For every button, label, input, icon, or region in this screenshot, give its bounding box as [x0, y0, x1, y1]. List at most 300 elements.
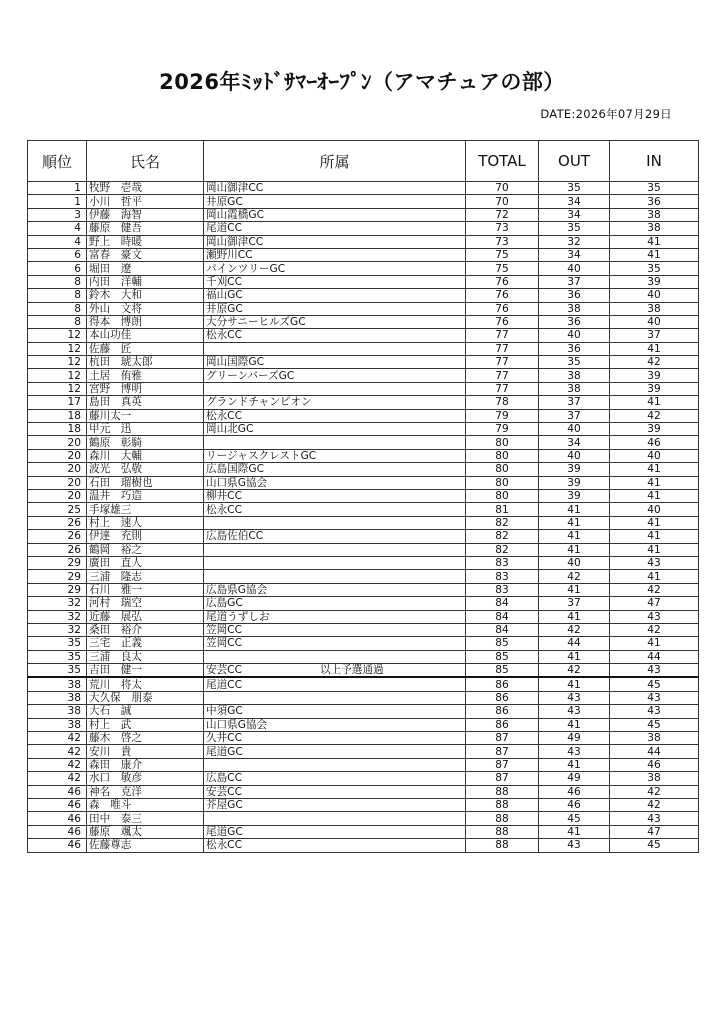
table-row: [28, 222, 699, 235]
name-cell: 甲元 迅: [87, 423, 204, 436]
total-cell: 88: [466, 798, 539, 811]
table-row: [28, 275, 699, 288]
total-cell: 76: [466, 302, 539, 315]
name-cell: 土居 侑雅: [87, 369, 204, 382]
out-cell: 37: [539, 597, 610, 610]
out-cell: 35: [539, 222, 610, 235]
out-cell: 32: [539, 235, 610, 248]
table-row: [28, 637, 699, 650]
total-cell: 77: [466, 329, 539, 342]
rank-cell: 20: [28, 436, 87, 449]
table-row: [28, 691, 699, 704]
table-row: [28, 302, 699, 315]
name-cell: 牧野 壱哉: [87, 182, 204, 195]
out-cell: 43: [539, 745, 610, 758]
name-cell: 小川 哲平: [87, 195, 204, 208]
name-cell: 手塚雄三: [87, 503, 204, 516]
rank-cell: 29: [28, 583, 87, 596]
club-cell: 井原GC: [204, 302, 466, 315]
club-cell: 柳井CC: [204, 489, 466, 502]
name-cell: 鶴原 彰騎: [87, 436, 204, 449]
name-cell: 藤木 啓之: [87, 732, 204, 745]
out-cell: 49: [539, 732, 610, 745]
rank-cell: 8: [28, 315, 87, 328]
rank-cell: 12: [28, 356, 87, 369]
total-cell: 84: [466, 610, 539, 623]
in-cell: 46: [610, 436, 699, 449]
total-cell: 81: [466, 503, 539, 516]
out-cell: 34: [539, 248, 610, 261]
name-cell: 三宅 正義: [87, 637, 204, 650]
out-cell: 42: [539, 623, 610, 636]
total-cell: 85: [466, 664, 539, 678]
name-cell: 三浦 隆志: [87, 570, 204, 583]
rank-cell: 20: [28, 449, 87, 462]
out-cell: 49: [539, 772, 610, 785]
total-cell: 77: [466, 369, 539, 382]
club-cell: グリーンバーズGC: [204, 369, 466, 382]
in-cell: 37: [610, 329, 699, 342]
name-cell: 大石 誠: [87, 705, 204, 718]
out-cell: 37: [539, 409, 610, 422]
in-cell: 38: [610, 222, 699, 235]
rank-cell: 35: [28, 650, 87, 663]
table-row: [28, 463, 699, 476]
out-cell: 40: [539, 423, 610, 436]
out-cell: 36: [539, 289, 610, 302]
table-row: [28, 610, 699, 623]
in-cell: 43: [610, 705, 699, 718]
club-cell: 松永CC: [204, 409, 466, 422]
name-cell: 藤川太一: [87, 409, 204, 422]
name-cell: 村上 速人: [87, 516, 204, 529]
in-cell: 41: [610, 396, 699, 409]
out-cell: 41: [539, 718, 610, 731]
name-cell: 田中 泰三: [87, 812, 204, 825]
rank-cell: 6: [28, 248, 87, 261]
club-cell: [204, 516, 466, 529]
total-cell: 80: [466, 476, 539, 489]
club-cell: 笠岡CC: [204, 623, 466, 636]
table-row: [28, 409, 699, 422]
total-cell: 76: [466, 315, 539, 328]
name-cell: 大久保 朋泰: [87, 691, 204, 704]
rank-cell: 38: [28, 718, 87, 731]
club-cell: 松永CC: [204, 329, 466, 342]
total-cell: 82: [466, 530, 539, 543]
club-cell: 広島佐伯CC: [204, 530, 466, 543]
rank-cell: 20: [28, 489, 87, 502]
total-cell: 77: [466, 382, 539, 395]
table-row: [28, 289, 699, 302]
club-cell: リージャスクレストGC: [204, 449, 466, 462]
name-cell: 安川 貴: [87, 745, 204, 758]
table-row: [28, 329, 699, 342]
rank-cell: 6: [28, 262, 87, 275]
in-cell: 45: [610, 839, 699, 852]
header-total: TOTAL: [466, 141, 539, 182]
in-cell: 43: [610, 691, 699, 704]
club-cell: 岡山北GC: [204, 423, 466, 436]
out-cell: 43: [539, 691, 610, 704]
out-cell: 44: [539, 637, 610, 650]
table-row: [28, 664, 699, 678]
page-title: 2026年ﾐｯﾄﾞｻﾏｰｵｰﾌﾟﾝ（アマチュアの部）: [159, 70, 565, 94]
rank-cell: 42: [28, 772, 87, 785]
name-cell: 堀田 遼: [87, 262, 204, 275]
club-cell: 尾道GC: [204, 745, 466, 758]
total-cell: 86: [466, 691, 539, 704]
name-cell: 石川 雅一: [87, 583, 204, 596]
out-cell: 46: [539, 785, 610, 798]
in-cell: 38: [610, 302, 699, 315]
rank-cell: 46: [28, 798, 87, 811]
club-cell: 尾道CC: [204, 677, 466, 691]
rank-cell: 46: [28, 839, 87, 852]
rank-cell: 1: [28, 182, 87, 195]
out-cell: 42: [539, 570, 610, 583]
rank-cell: 32: [28, 623, 87, 636]
in-cell: 35: [610, 182, 699, 195]
name-cell: 伊達 充則: [87, 530, 204, 543]
in-cell: 45: [610, 718, 699, 731]
header-club: 所属: [204, 141, 466, 182]
club-cell: 広島CC: [204, 772, 466, 785]
in-cell: 44: [610, 745, 699, 758]
club-cell: 広島国際GC: [204, 463, 466, 476]
table-row: [28, 745, 699, 758]
name-cell: 神名 克洋: [87, 785, 204, 798]
out-cell: 36: [539, 342, 610, 355]
rank-cell: 42: [28, 758, 87, 771]
table-row: [28, 195, 699, 208]
rank-cell: 8: [28, 289, 87, 302]
rank-cell: 38: [28, 705, 87, 718]
in-cell: 38: [610, 732, 699, 745]
out-cell: 34: [539, 208, 610, 221]
rank-cell: 35: [28, 664, 87, 678]
table-row: [28, 489, 699, 502]
table-row: [28, 705, 699, 718]
table-row: [28, 262, 699, 275]
name-cell: 得本 博朗: [87, 315, 204, 328]
out-cell: 45: [539, 812, 610, 825]
in-cell: 35: [610, 262, 699, 275]
club-cell: 山口県G協会: [204, 476, 466, 489]
rank-cell: 26: [28, 530, 87, 543]
total-cell: 76: [466, 289, 539, 302]
out-cell: 35: [539, 356, 610, 369]
club-text: 安芸CC: [206, 664, 242, 677]
out-cell: 39: [539, 463, 610, 476]
total-cell: 83: [466, 570, 539, 583]
in-cell: 40: [610, 503, 699, 516]
out-cell: 42: [539, 664, 610, 678]
name-cell: 杭田 琥太郎: [87, 356, 204, 369]
club-cell: [204, 436, 466, 449]
in-cell: 43: [610, 812, 699, 825]
out-cell: 43: [539, 705, 610, 718]
table-row: [28, 798, 699, 811]
rank-cell: 26: [28, 516, 87, 529]
out-cell: 38: [539, 302, 610, 315]
rank-cell: 26: [28, 543, 87, 556]
in-cell: 44: [610, 650, 699, 663]
in-cell: 41: [610, 637, 699, 650]
club-cell: [204, 650, 466, 663]
out-cell: 41: [539, 758, 610, 771]
in-cell: 36: [610, 195, 699, 208]
rank-cell: 46: [28, 812, 87, 825]
in-cell: 42: [610, 356, 699, 369]
total-cell: 85: [466, 650, 539, 663]
name-cell: 桑田 裕介: [87, 623, 204, 636]
rank-cell: 3: [28, 208, 87, 221]
club-cell: 千刈CC: [204, 275, 466, 288]
club-cell: 広島GC: [204, 597, 466, 610]
club-cell: 瀬野川CC: [204, 248, 466, 261]
name-cell: 吉田 健一: [87, 664, 204, 678]
name-cell: 温井 巧造: [87, 489, 204, 502]
table-row: [28, 382, 699, 395]
total-cell: 80: [466, 489, 539, 502]
table-row: [28, 369, 699, 382]
in-cell: 41: [610, 530, 699, 543]
total-cell: 88: [466, 812, 539, 825]
rank-cell: 8: [28, 275, 87, 288]
in-cell: 39: [610, 382, 699, 395]
table-row: [28, 182, 699, 195]
rank-cell: 18: [28, 423, 87, 436]
table-row: [28, 530, 699, 543]
total-cell: 84: [466, 597, 539, 610]
club-cell: 尾道CC: [204, 222, 466, 235]
in-cell: 38: [610, 208, 699, 221]
table-row: [28, 597, 699, 610]
results-table: [27, 140, 699, 853]
rank-cell: 25: [28, 503, 87, 516]
in-cell: 41: [610, 570, 699, 583]
rank-cell: 1: [28, 195, 87, 208]
table-row: [28, 423, 699, 436]
club-cell: 久井CC: [204, 732, 466, 745]
rank-cell: 12: [28, 382, 87, 395]
total-cell: 82: [466, 543, 539, 556]
table-row: [28, 812, 699, 825]
out-cell: 38: [539, 369, 610, 382]
rank-cell: 4: [28, 235, 87, 248]
name-cell: 外山 文将: [87, 302, 204, 315]
in-cell: 42: [610, 409, 699, 422]
club-cell: [204, 570, 466, 583]
rank-cell: 18: [28, 409, 87, 422]
club-cell: [204, 812, 466, 825]
name-cell: 荒川 将太: [87, 677, 204, 691]
in-cell: 40: [610, 289, 699, 302]
table-row: [28, 583, 699, 596]
rank-cell: 8: [28, 302, 87, 315]
header-row: [28, 141, 699, 182]
total-cell: 82: [466, 516, 539, 529]
total-cell: 87: [466, 772, 539, 785]
in-cell: 41: [610, 476, 699, 489]
club-cell: 岡山霞橋GC: [204, 208, 466, 221]
name-cell: 佐藤 匠: [87, 342, 204, 355]
rank-cell: 46: [28, 785, 87, 798]
rank-cell: 29: [28, 556, 87, 569]
table-row: [28, 785, 699, 798]
table-row: [28, 570, 699, 583]
rank-cell: 17: [28, 396, 87, 409]
in-cell: 42: [610, 798, 699, 811]
name-cell: 宮野 博明: [87, 382, 204, 395]
total-cell: 70: [466, 195, 539, 208]
out-cell: 36: [539, 315, 610, 328]
table-row: [28, 623, 699, 636]
in-cell: 40: [610, 315, 699, 328]
total-cell: 86: [466, 718, 539, 731]
table-row: [28, 825, 699, 838]
club-cell: [204, 543, 466, 556]
total-cell: 88: [466, 839, 539, 852]
table-row: [28, 396, 699, 409]
total-cell: 87: [466, 758, 539, 771]
total-cell: 72: [466, 208, 539, 221]
header-name: 氏名: [87, 141, 204, 182]
club-cell: 岡山御津CC: [204, 235, 466, 248]
club-cell: グランドチャンピオン: [204, 396, 466, 409]
table-row: [28, 503, 699, 516]
rank-cell: 12: [28, 329, 87, 342]
name-cell: 河村 瑞空: [87, 597, 204, 610]
header-out: OUT: [539, 141, 610, 182]
in-cell: 40: [610, 449, 699, 462]
name-cell: 藤原 健吾: [87, 222, 204, 235]
out-cell: 37: [539, 275, 610, 288]
in-cell: 43: [610, 556, 699, 569]
in-cell: 41: [610, 516, 699, 529]
name-cell: 島田 真英: [87, 396, 204, 409]
out-cell: 34: [539, 436, 610, 449]
table-row: [28, 449, 699, 462]
table-row: [28, 758, 699, 771]
in-cell: 41: [610, 342, 699, 355]
total-cell: 75: [466, 248, 539, 261]
in-cell: 42: [610, 583, 699, 596]
header-in: IN: [610, 141, 699, 182]
out-cell: 41: [539, 516, 610, 529]
rank-cell: 32: [28, 610, 87, 623]
table-row: [28, 718, 699, 731]
in-cell: 39: [610, 275, 699, 288]
table-row: [28, 356, 699, 369]
table-row: [28, 650, 699, 663]
out-cell: 40: [539, 449, 610, 462]
name-cell: 本山功佳: [87, 329, 204, 342]
rank-cell: 20: [28, 476, 87, 489]
in-cell: 43: [610, 664, 699, 678]
club-cell: 芥屋GC: [204, 798, 466, 811]
club-cell: 松永CC: [204, 839, 466, 852]
table-row: [28, 556, 699, 569]
out-cell: 41: [539, 677, 610, 691]
rank-cell: 12: [28, 369, 87, 382]
total-cell: 73: [466, 235, 539, 248]
in-cell: 45: [610, 677, 699, 691]
total-cell: 86: [466, 705, 539, 718]
in-cell: 46: [610, 758, 699, 771]
name-cell: 伊藤 海智: [87, 208, 204, 221]
rank-cell: 42: [28, 745, 87, 758]
name-cell: 佐藤尊志: [87, 839, 204, 852]
out-cell: 41: [539, 583, 610, 596]
total-cell: 86: [466, 677, 539, 691]
total-cell: 79: [466, 423, 539, 436]
in-cell: 42: [610, 785, 699, 798]
name-cell: 野上 時暖: [87, 235, 204, 248]
name-cell: 鈴木 大和: [87, 289, 204, 302]
total-cell: 83: [466, 556, 539, 569]
rank-cell: 38: [28, 691, 87, 704]
in-cell: 47: [610, 825, 699, 838]
out-cell: 41: [539, 530, 610, 543]
club-cell: 井原GC: [204, 195, 466, 208]
total-cell: 80: [466, 449, 539, 462]
in-cell: 39: [610, 369, 699, 382]
total-cell: 80: [466, 436, 539, 449]
total-cell: 87: [466, 732, 539, 745]
out-cell: 35: [539, 182, 610, 195]
club-cell: [204, 758, 466, 771]
name-cell: 石田 瑠樹也: [87, 476, 204, 489]
name-cell: 藤原 颯太: [87, 825, 204, 838]
rank-cell: 29: [28, 570, 87, 583]
club-cell: 大分サニーヒルズGC: [204, 315, 466, 328]
rank-cell: 46: [28, 825, 87, 838]
total-cell: 79: [466, 409, 539, 422]
table-row: [28, 543, 699, 556]
club-cell: [204, 664, 466, 678]
out-cell: 43: [539, 839, 610, 852]
name-cell: 鶴岡 裕之: [87, 543, 204, 556]
total-cell: 77: [466, 342, 539, 355]
table-row: [28, 436, 699, 449]
club-cell: 岡山国際GC: [204, 356, 466, 369]
in-cell: 43: [610, 610, 699, 623]
out-cell: 46: [539, 798, 610, 811]
out-cell: 41: [539, 543, 610, 556]
out-cell: 40: [539, 329, 610, 342]
club-cell: [204, 556, 466, 569]
table-row: [28, 677, 699, 691]
name-cell: 廣田 直人: [87, 556, 204, 569]
total-cell: 88: [466, 825, 539, 838]
table-row: [28, 235, 699, 248]
in-cell: 41: [610, 463, 699, 476]
table-row: [28, 839, 699, 852]
club-cell: [204, 382, 466, 395]
table-row: [28, 315, 699, 328]
table-row: [28, 476, 699, 489]
club-cell: 松永CC: [204, 503, 466, 516]
rank-cell: 32: [28, 597, 87, 610]
out-cell: 38: [539, 382, 610, 395]
name-cell: 内田 洋輔: [87, 275, 204, 288]
date-label: DATE:2026年07月29日: [540, 107, 672, 121]
out-cell: 37: [539, 396, 610, 409]
club-cell: 尾道うずしお: [204, 610, 466, 623]
total-cell: 88: [466, 785, 539, 798]
